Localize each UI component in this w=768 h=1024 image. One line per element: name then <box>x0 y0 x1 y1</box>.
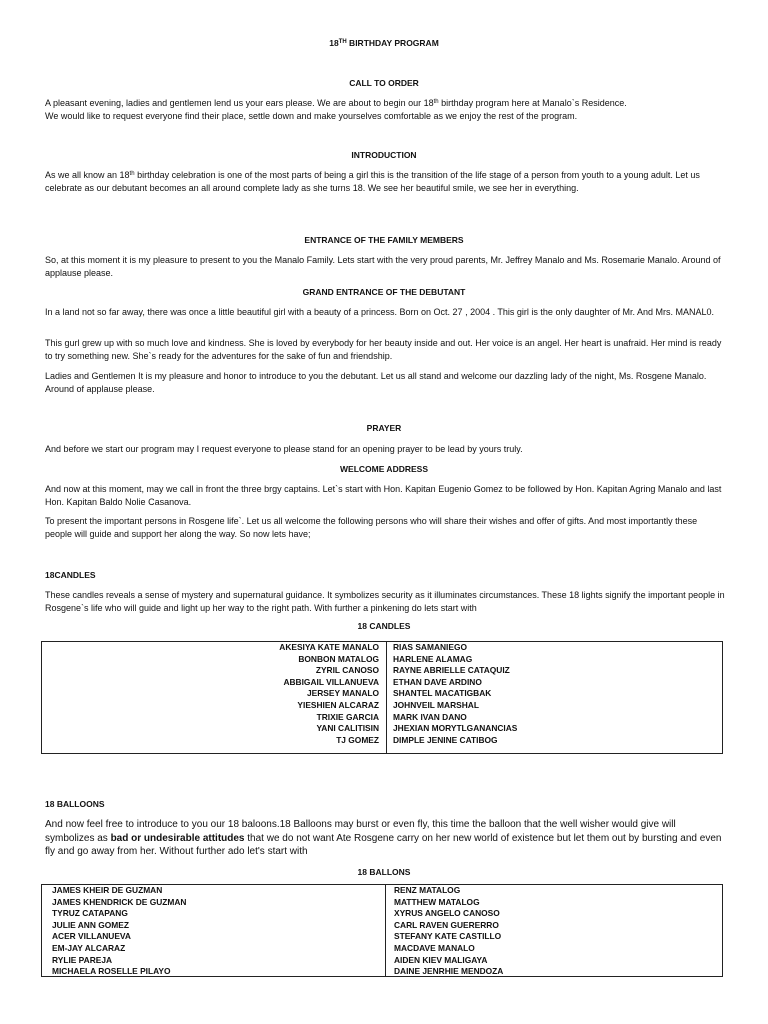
call-to-order-sup: th <box>433 99 439 105</box>
table-cell: JHEXIAN MORYTLGANANCIAS <box>393 723 518 734</box>
grand-entrance-heading: GRAND ENTRANCE OF THE DEBUTANT <box>302 287 466 297</box>
call-to-order-line2: We would like to request everyone find their place, settle down and make yourselves comfortable as we enjoy the rest of the program. <box>45 110 578 121</box>
balloons-table-heading: 18 BALLONS <box>357 867 411 877</box>
table-cell: MICHAELA ROSELLE PILAYO <box>52 966 171 977</box>
table-cell: TJ GOMEZ <box>336 734 379 745</box>
introduction-sup: th <box>129 171 135 177</box>
candles-left-column <box>42 642 379 746</box>
table-cell: JULIE ANN GOMEZ <box>52 919 129 930</box>
candles-table-heading: 18 CANDLES <box>357 621 411 631</box>
balloons-text-bold: bad or undesirable attitudes <box>110 832 245 844</box>
grand-entrance-p1: In a land not so far away, there was once a little beautiful girl with a beauty of a princess. Born on Oct. 27 , 2004 . This girl is the only daughter of Mr. And Mrs. MANAL0. <box>45 307 715 317</box>
table-divider <box>386 642 387 753</box>
table-cell: ZYRIL CANOSO <box>315 665 379 676</box>
title-prefix: 18 <box>329 38 339 48</box>
table-cell: JERSEY MANALO <box>307 688 379 699</box>
balloons-table <box>41 884 723 977</box>
call-to-order-heading: CALL TO ORDER <box>349 78 419 88</box>
balloons-right-column <box>394 885 503 978</box>
table-cell: SHANTEL MACATIGBAK <box>393 688 492 699</box>
table-cell: ABBIGAIL VILLANUEVA <box>283 676 379 687</box>
balloons-text-b: that we do not want Ate Rosgene carry on her new world of existence but let them out by bursting and even fly and go away from her. Without further ado let's start with <box>45 832 722 857</box>
entrance-family-heading: ENTRANCE OF THE FAMILY MEMBERS <box>304 235 464 245</box>
table-cell: ETHAN DAVE ARDINO <box>393 676 482 687</box>
balloons-paragraph <box>45 818 725 859</box>
call-to-order-line1-a: A pleasant evening, ladies and gentlemen lend us your ears please. We are about to begin our 18 <box>45 98 434 108</box>
title-rest: BIRTHDAY PROGRAM <box>346 38 439 48</box>
welcome-address-p1: And now at this moment, may we call in front the three brgy captains. Let`s start with Hon. Kapitan Eugenio Gomez to be followed by Hon. Kapitan Agring Manalo and last Hon. Kapitan Baldo Nolie Casanova. <box>45 484 722 507</box>
table-cell: RAYNE ABRIELLE CATAQUIZ <box>393 665 510 676</box>
table-cell: BONBON MATALOG <box>298 653 379 664</box>
table-cell: ACER VILLANUEVA <box>52 931 131 942</box>
table-cell: TYRUZ CATAPANG <box>52 908 128 919</box>
title-sup: TH <box>338 39 347 45</box>
prayer-text: And before we start our program may I request everyone to please stand for an opening prayer to be lead by yours truly. <box>45 444 523 454</box>
table-divider <box>385 885 386 976</box>
introduction-text <box>45 169 725 194</box>
balloons-label: 18 BALLOONS <box>45 799 105 809</box>
candles-right-column <box>393 642 517 746</box>
welcome-address-p2: To present the important persons in Rosgene life`. Let us all welcome the following persons who will share their wishes and offer of gifts. And most importantly these people will guide and support her along the way. So now lets have; <box>45 516 698 539</box>
table-cell: STEFANY KATE CASTILLO <box>394 931 502 942</box>
page-title <box>0 38 768 48</box>
table-cell: CARL RAVEN GUERERRO <box>394 919 499 930</box>
welcome-address-heading: WELCOME ADDRESS <box>340 464 428 474</box>
table-cell: AKESIYA KATE MANALO <box>279 642 379 652</box>
introduction-a: As we all know an 18 <box>45 170 130 180</box>
table-cell: RYLIE PAREJA <box>52 954 113 965</box>
table-cell: JOHNVEIL MARSHAL <box>393 699 479 710</box>
table-cell: MARK IVAN DANO <box>393 711 467 722</box>
candles-table <box>41 641 723 754</box>
balloons-left-column <box>52 885 186 978</box>
entrance-family-text: So, at this moment it is my pleasure to present to you the Manalo Family. Lets start with the very proud parents, Mr. Jeffrey Manalo and Ms. Rosemarie Manalo. Around of applause please. <box>45 255 721 278</box>
call-to-order-text <box>45 97 725 122</box>
table-cell: YIESHIEN ALCARAZ <box>297 699 379 710</box>
table-cell: DIMPLE JENINE CATIBOG <box>393 734 498 745</box>
table-cell: RENZ MATALOG <box>394 885 461 895</box>
candles-label: 18CANDLES <box>45 570 96 580</box>
candles-text: These candles reveals a sense of mystery and supernatural guidance. It symbolizes security as it illuminates circumstances. These 18 lights signify the important people in Rosgene`s life who will guide and light up her way to the right path. With further a pinkening do lets start with <box>45 590 725 613</box>
introduction-heading: INTRODUCTION <box>351 150 417 160</box>
balloons-text <box>45 818 725 859</box>
call-to-order-line1-b: birthday program here at Manalo`s Residence. <box>438 98 627 108</box>
table-cell: TRIXIE GARCIA <box>316 711 379 722</box>
grand-entrance-p2: This gurl grew up with so much love and kindness. She is loved by everybody for her beauty inside and out. Her voice is an angel. Her heart is unafraid. Her mind is ready to try something new. She`s ready for the adventures for the sake of fun and friendship. <box>45 338 722 361</box>
table-cell: MACDAVE MANALO <box>394 942 475 953</box>
table-cell: HARLENE ALAMAG <box>393 653 473 664</box>
table-cell: RIAS SAMANIEGO <box>393 642 467 652</box>
introduction-b: birthday celebration is one of the most parts of being a girl this is the transition of the life stage of a person from youth to a young adult. Let us celebrate as our debutant becomes an all around complete lady as she turns 18. We see her beautiful smile, we see her in everything. <box>45 170 700 193</box>
table-cell: JAMES KHEIR DE GUZMAN <box>52 885 163 895</box>
prayer-heading: PRAYER <box>366 423 402 433</box>
table-cell: YANI CALITISIN <box>316 723 379 734</box>
table-cell: EM-JAY ALCARAZ <box>52 942 126 953</box>
balloons-text-a: And now feel free to introduce to you our 18 baloons.18 Balloons may burst or even fly, this time the balloon that the well wisher would give will symbolizes as <box>45 819 676 844</box>
call-to-order-line1 <box>45 97 725 110</box>
table-cell: MATTHEW MATALOG <box>394 896 480 907</box>
grand-entrance-p3: Ladies and Gentlemen It is my pleasure and honor to introduce to you the debutant. Let us all stand and welcome our dazzling lady of the night, Ms. Rosgene Manalo. Around of applause please. <box>45 371 707 394</box>
table-cell: XYRUS ANGELO CANOSO <box>394 908 500 919</box>
table-cell: JAMES KHENDRICK DE GUZMAN <box>52 896 187 907</box>
introduction-paragraph <box>45 169 725 194</box>
table-cell: DAINE JENRHIE MENDOZA <box>394 966 504 977</box>
table-cell: AIDEN KIEV MALIGAYA <box>394 954 488 965</box>
